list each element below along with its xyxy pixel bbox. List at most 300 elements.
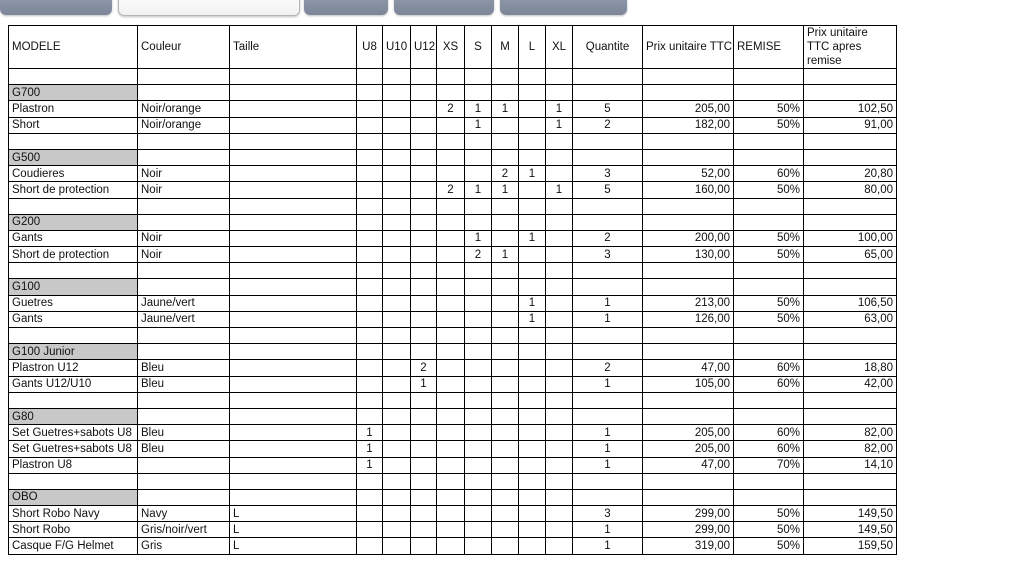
empty-cell[interactable] <box>573 133 643 149</box>
s-cell[interactable] <box>465 506 492 522</box>
empty-cell[interactable] <box>230 392 357 408</box>
empty-cell[interactable] <box>804 392 897 408</box>
empty-cell[interactable] <box>573 198 643 214</box>
empty-cell[interactable] <box>411 69 437 85</box>
xs-cell[interactable]: 2 <box>437 101 465 117</box>
empty-cell[interactable] <box>383 408 411 424</box>
empty-cell[interactable] <box>357 85 383 101</box>
prix-cell[interactable]: 160,00 <box>643 182 734 198</box>
header-cell[interactable]: U10 <box>383 26 411 69</box>
empty-cell[interactable] <box>804 198 897 214</box>
empty-cell[interactable] <box>734 489 804 505</box>
empty-cell[interactable] <box>492 69 519 85</box>
empty-cell[interactable] <box>138 263 230 279</box>
empty-cell[interactable] <box>573 69 643 85</box>
quantite-cell[interactable]: 1 <box>573 425 643 441</box>
remise-cell[interactable]: 50% <box>734 538 804 554</box>
empty-cell[interactable] <box>492 489 519 505</box>
m-cell[interactable] <box>492 425 519 441</box>
modele-cell[interactable]: Casque F/G Helmet <box>9 538 138 554</box>
u8-cell[interactable] <box>357 117 383 133</box>
u8-cell[interactable] <box>357 101 383 117</box>
remise-cell[interactable]: 60% <box>734 425 804 441</box>
prix-apres-remise-cell[interactable]: 65,00 <box>804 247 897 263</box>
s-cell[interactable] <box>465 311 492 327</box>
empty-cell[interactable] <box>643 69 734 85</box>
l-cell[interactable] <box>519 376 546 392</box>
xs-cell[interactable] <box>437 522 465 538</box>
l-cell[interactable] <box>519 457 546 473</box>
taille-cell[interactable] <box>230 425 357 441</box>
u12-cell[interactable] <box>411 425 437 441</box>
prix-cell[interactable]: 200,00 <box>643 230 734 246</box>
couleur-cell[interactable]: Noir <box>138 182 230 198</box>
empty-cell[interactable] <box>546 133 573 149</box>
empty-cell[interactable] <box>138 279 230 295</box>
couleur-cell[interactable]: Noir <box>138 247 230 263</box>
modele-cell[interactable]: Short <box>9 117 138 133</box>
prix-apres-remise-cell[interactable]: 14,10 <box>804 457 897 473</box>
empty-cell[interactable] <box>357 69 383 85</box>
empty-cell[interactable] <box>383 279 411 295</box>
empty-cell[interactable] <box>411 328 437 344</box>
empty-cell[interactable] <box>437 263 465 279</box>
l-cell[interactable] <box>519 441 546 457</box>
m-cell[interactable] <box>492 311 519 327</box>
empty-cell[interactable] <box>643 489 734 505</box>
l-cell[interactable]: 1 <box>519 230 546 246</box>
u10-cell[interactable] <box>383 295 411 311</box>
empty-cell[interactable] <box>643 85 734 101</box>
empty-cell[interactable] <box>383 85 411 101</box>
prix-cell[interactable]: 205,00 <box>643 101 734 117</box>
empty-cell[interactable] <box>734 198 804 214</box>
couleur-cell[interactable]: Gris/noir/vert <box>138 522 230 538</box>
prix-apres-remise-cell[interactable]: 18,80 <box>804 360 897 376</box>
empty-cell[interactable] <box>804 85 897 101</box>
xs-cell[interactable] <box>437 117 465 133</box>
u12-cell[interactable] <box>411 506 437 522</box>
prix-apres-remise-cell[interactable]: 82,00 <box>804 425 897 441</box>
couleur-cell[interactable]: Navy <box>138 506 230 522</box>
group-label-cell[interactable]: G100 Junior <box>9 344 138 360</box>
tab-textile[interactable] <box>394 0 494 15</box>
prix-cell[interactable]: 182,00 <box>643 117 734 133</box>
modele-cell[interactable]: Short de protection <box>9 182 138 198</box>
l-cell[interactable] <box>519 425 546 441</box>
u12-cell[interactable] <box>411 311 437 327</box>
empty-cell[interactable] <box>9 69 138 85</box>
couleur-cell[interactable]: Bleu <box>138 360 230 376</box>
quantite-cell[interactable]: 2 <box>573 117 643 133</box>
empty-cell[interactable] <box>357 392 383 408</box>
xl-cell[interactable] <box>546 376 573 392</box>
empty-cell[interactable] <box>734 263 804 279</box>
prix-apres-remise-cell[interactable]: 82,00 <box>804 441 897 457</box>
m-cell[interactable] <box>492 506 519 522</box>
header-cell[interactable]: Taille <box>230 26 357 69</box>
empty-cell[interactable] <box>519 214 546 230</box>
xl-cell[interactable]: 1 <box>546 117 573 133</box>
empty-cell[interactable] <box>437 214 465 230</box>
empty-cell[interactable] <box>357 473 383 489</box>
u12-cell[interactable] <box>411 295 437 311</box>
empty-cell[interactable] <box>411 149 437 165</box>
empty-cell[interactable] <box>804 133 897 149</box>
u8-cell[interactable] <box>357 522 383 538</box>
empty-cell[interactable] <box>734 69 804 85</box>
empty-cell[interactable] <box>411 214 437 230</box>
empty-cell[interactable] <box>465 69 492 85</box>
empty-cell[interactable] <box>9 328 138 344</box>
empty-cell[interactable] <box>546 69 573 85</box>
empty-cell[interactable] <box>734 473 804 489</box>
xl-cell[interactable] <box>546 360 573 376</box>
prix-apres-remise-cell[interactable]: 159,50 <box>804 538 897 554</box>
l-cell[interactable]: 1 <box>519 311 546 327</box>
taille-cell[interactable] <box>230 182 357 198</box>
empty-cell[interactable] <box>519 328 546 344</box>
empty-cell[interactable] <box>573 392 643 408</box>
empty-cell[interactable] <box>465 408 492 424</box>
u8-cell[interactable] <box>357 182 383 198</box>
s-cell[interactable] <box>465 166 492 182</box>
modele-cell[interactable]: Coudieres <box>9 166 138 182</box>
empty-cell[interactable] <box>383 489 411 505</box>
remise-cell[interactable]: 50% <box>734 230 804 246</box>
xs-cell[interactable] <box>437 311 465 327</box>
s-cell[interactable]: 1 <box>465 182 492 198</box>
u10-cell[interactable] <box>383 166 411 182</box>
quantite-cell[interactable]: 2 <box>573 230 643 246</box>
quantite-cell[interactable]: 1 <box>573 441 643 457</box>
modele-cell[interactable]: Plastron U8 <box>9 457 138 473</box>
modele-cell[interactable]: Short Robo Navy <box>9 506 138 522</box>
tab-gants[interactable] <box>304 0 388 15</box>
u12-cell[interactable] <box>411 117 437 133</box>
empty-cell[interactable] <box>734 328 804 344</box>
empty-cell[interactable] <box>383 198 411 214</box>
empty-cell[interactable] <box>411 198 437 214</box>
empty-cell[interactable] <box>734 392 804 408</box>
prix-cell[interactable]: 47,00 <box>643 457 734 473</box>
quantite-cell[interactable]: 5 <box>573 101 643 117</box>
modele-cell[interactable]: Set Guetres+sabots U8 <box>9 425 138 441</box>
empty-cell[interactable] <box>465 85 492 101</box>
modele-cell[interactable]: Gants U12/U10 <box>9 376 138 392</box>
empty-cell[interactable] <box>383 263 411 279</box>
empty-cell[interactable] <box>383 149 411 165</box>
u8-cell[interactable] <box>357 230 383 246</box>
taille-cell[interactable] <box>230 166 357 182</box>
empty-cell[interactable] <box>437 279 465 295</box>
group-label-cell[interactable]: OBO <box>9 489 138 505</box>
quantite-cell[interactable]: 1 <box>573 457 643 473</box>
empty-cell[interactable] <box>138 392 230 408</box>
empty-cell[interactable] <box>357 489 383 505</box>
empty-cell[interactable] <box>804 489 897 505</box>
group-label-cell[interactable]: G80 <box>9 408 138 424</box>
u10-cell[interactable] <box>383 311 411 327</box>
empty-cell[interactable] <box>437 198 465 214</box>
empty-cell[interactable] <box>230 214 357 230</box>
prix-apres-remise-cell[interactable]: 20,80 <box>804 166 897 182</box>
u12-cell[interactable]: 1 <box>411 376 437 392</box>
tab-equipement-ob[interactable] <box>118 0 300 16</box>
empty-cell[interactable] <box>643 149 734 165</box>
quantite-cell[interactable]: 3 <box>573 166 643 182</box>
quantite-cell[interactable]: 1 <box>573 311 643 327</box>
empty-cell[interactable] <box>643 279 734 295</box>
m-cell[interactable] <box>492 538 519 554</box>
remise-cell[interactable]: 50% <box>734 117 804 133</box>
u8-cell[interactable] <box>357 166 383 182</box>
empty-cell[interactable] <box>519 69 546 85</box>
m-cell[interactable] <box>492 295 519 311</box>
prix-apres-remise-cell[interactable]: 100,00 <box>804 230 897 246</box>
m-cell[interactable]: 2 <box>492 166 519 182</box>
remise-cell[interactable]: 50% <box>734 101 804 117</box>
s-cell[interactable] <box>465 538 492 554</box>
m-cell[interactable] <box>492 230 519 246</box>
empty-cell[interactable] <box>546 214 573 230</box>
u12-cell[interactable] <box>411 538 437 554</box>
taille-cell[interactable] <box>230 247 357 263</box>
empty-cell[interactable] <box>546 392 573 408</box>
modele-cell[interactable]: Plastron <box>9 101 138 117</box>
m-cell[interactable] <box>492 441 519 457</box>
u8-cell[interactable] <box>357 247 383 263</box>
empty-cell[interactable] <box>573 489 643 505</box>
empty-cell[interactable] <box>573 408 643 424</box>
empty-cell[interactable] <box>492 133 519 149</box>
s-cell[interactable]: 1 <box>465 117 492 133</box>
u8-cell[interactable]: 1 <box>357 425 383 441</box>
empty-cell[interactable] <box>643 344 734 360</box>
u10-cell[interactable] <box>383 506 411 522</box>
empty-cell[interactable] <box>383 473 411 489</box>
empty-cell[interactable] <box>643 263 734 279</box>
empty-cell[interactable] <box>643 473 734 489</box>
empty-cell[interactable] <box>519 489 546 505</box>
s-cell[interactable]: 2 <box>465 247 492 263</box>
empty-cell[interactable] <box>492 328 519 344</box>
empty-cell[interactable] <box>411 344 437 360</box>
couleur-cell[interactable]: Gris <box>138 538 230 554</box>
s-cell[interactable] <box>465 295 492 311</box>
empty-cell[interactable] <box>230 263 357 279</box>
m-cell[interactable]: 1 <box>492 101 519 117</box>
l-cell[interactable] <box>519 522 546 538</box>
s-cell[interactable] <box>465 360 492 376</box>
empty-cell[interactable] <box>411 392 437 408</box>
empty-cell[interactable] <box>804 279 897 295</box>
empty-cell[interactable] <box>573 328 643 344</box>
empty-cell[interactable] <box>383 344 411 360</box>
empty-cell[interactable] <box>465 149 492 165</box>
header-cell[interactable]: XL <box>546 26 573 69</box>
empty-cell[interactable] <box>546 149 573 165</box>
empty-cell[interactable] <box>643 198 734 214</box>
l-cell[interactable] <box>519 101 546 117</box>
u8-cell[interactable] <box>357 538 383 554</box>
empty-cell[interactable] <box>734 149 804 165</box>
couleur-cell[interactable]: Bleu <box>138 441 230 457</box>
remise-cell[interactable]: 50% <box>734 311 804 327</box>
u8-cell[interactable]: 1 <box>357 441 383 457</box>
empty-cell[interactable] <box>546 473 573 489</box>
xl-cell[interactable] <box>546 522 573 538</box>
empty-cell[interactable] <box>465 473 492 489</box>
empty-cell[interactable] <box>465 133 492 149</box>
remise-cell[interactable]: 50% <box>734 295 804 311</box>
m-cell[interactable] <box>492 360 519 376</box>
header-cell[interactable]: MODELE <box>9 26 138 69</box>
empty-cell[interactable] <box>230 133 357 149</box>
remise-cell[interactable]: 60% <box>734 360 804 376</box>
taille-cell[interactable] <box>230 117 357 133</box>
empty-cell[interactable] <box>9 473 138 489</box>
modele-cell[interactable]: Set Guetres+sabots U8 <box>9 441 138 457</box>
couleur-cell[interactable]: Noir <box>138 230 230 246</box>
empty-cell[interactable] <box>519 392 546 408</box>
empty-cell[interactable] <box>230 69 357 85</box>
couleur-cell[interactable]: Noir/orange <box>138 117 230 133</box>
empty-cell[interactable] <box>492 408 519 424</box>
remise-cell[interactable]: 50% <box>734 522 804 538</box>
u10-cell[interactable] <box>383 425 411 441</box>
group-label-cell[interactable]: G500 <box>9 149 138 165</box>
empty-cell[interactable] <box>411 473 437 489</box>
l-cell[interactable] <box>519 538 546 554</box>
modele-cell[interactable]: Short de protection <box>9 247 138 263</box>
s-cell[interactable] <box>465 425 492 441</box>
prix-cell[interactable]: 126,00 <box>643 311 734 327</box>
taille-cell[interactable] <box>230 295 357 311</box>
remise-cell[interactable]: 60% <box>734 441 804 457</box>
quantite-cell[interactable]: 1 <box>573 522 643 538</box>
m-cell[interactable] <box>492 457 519 473</box>
empty-cell[interactable] <box>357 328 383 344</box>
xl-cell[interactable] <box>546 425 573 441</box>
empty-cell[interactable] <box>138 408 230 424</box>
empty-cell[interactable] <box>411 279 437 295</box>
header-cell[interactable]: Quantite <box>573 26 643 69</box>
u8-cell[interactable] <box>357 360 383 376</box>
empty-cell[interactable] <box>546 408 573 424</box>
empty-cell[interactable] <box>9 263 138 279</box>
empty-cell[interactable] <box>138 198 230 214</box>
quantite-cell[interactable]: 2 <box>573 360 643 376</box>
empty-cell[interactable] <box>383 214 411 230</box>
l-cell[interactable] <box>519 360 546 376</box>
xs-cell[interactable] <box>437 425 465 441</box>
empty-cell[interactable] <box>465 489 492 505</box>
m-cell[interactable] <box>492 376 519 392</box>
xs-cell[interactable] <box>437 230 465 246</box>
u10-cell[interactable] <box>383 376 411 392</box>
s-cell[interactable] <box>465 522 492 538</box>
u10-cell[interactable] <box>383 360 411 376</box>
prix-apres-remise-cell[interactable]: 149,50 <box>804 522 897 538</box>
tab-crosses[interactable] <box>0 0 112 15</box>
header-cell[interactable]: L <box>519 26 546 69</box>
empty-cell[interactable] <box>230 344 357 360</box>
taille-cell[interactable] <box>230 230 357 246</box>
header-cell[interactable]: XS <box>437 26 465 69</box>
empty-cell[interactable] <box>138 149 230 165</box>
prix-apres-remise-cell[interactable]: 91,00 <box>804 117 897 133</box>
couleur-cell[interactable]: Bleu <box>138 376 230 392</box>
remise-cell[interactable]: 60% <box>734 376 804 392</box>
l-cell[interactable] <box>519 117 546 133</box>
empty-cell[interactable] <box>804 263 897 279</box>
empty-cell[interactable] <box>465 198 492 214</box>
empty-cell[interactable] <box>804 473 897 489</box>
empty-cell[interactable] <box>804 328 897 344</box>
prix-apres-remise-cell[interactable]: 102,50 <box>804 101 897 117</box>
taille-cell[interactable]: L <box>230 538 357 554</box>
quantite-cell[interactable]: 1 <box>573 376 643 392</box>
empty-cell[interactable] <box>230 473 357 489</box>
empty-cell[interactable] <box>437 69 465 85</box>
empty-cell[interactable] <box>138 214 230 230</box>
m-cell[interactable] <box>492 117 519 133</box>
empty-cell[interactable] <box>492 473 519 489</box>
s-cell[interactable] <box>465 441 492 457</box>
xl-cell[interactable] <box>546 247 573 263</box>
quantite-cell[interactable]: 5 <box>573 182 643 198</box>
quantite-cell[interactable]: 1 <box>573 538 643 554</box>
quantite-cell[interactable]: 3 <box>573 506 643 522</box>
prix-cell[interactable]: 299,00 <box>643 522 734 538</box>
empty-cell[interactable] <box>546 85 573 101</box>
u12-cell[interactable] <box>411 457 437 473</box>
u12-cell[interactable] <box>411 230 437 246</box>
empty-cell[interactable] <box>519 473 546 489</box>
s-cell[interactable] <box>465 457 492 473</box>
empty-cell[interactable] <box>437 489 465 505</box>
empty-cell[interactable] <box>230 489 357 505</box>
tab-maillot-ob[interactable] <box>500 0 627 15</box>
empty-cell[interactable] <box>519 133 546 149</box>
empty-cell[interactable] <box>546 263 573 279</box>
empty-cell[interactable] <box>465 392 492 408</box>
u12-cell[interactable] <box>411 182 437 198</box>
u10-cell[interactable] <box>383 457 411 473</box>
empty-cell[interactable] <box>519 198 546 214</box>
xs-cell[interactable] <box>437 441 465 457</box>
empty-cell[interactable] <box>546 489 573 505</box>
xl-cell[interactable] <box>546 457 573 473</box>
xs-cell[interactable] <box>437 166 465 182</box>
header-cell[interactable]: REMISE <box>734 26 804 69</box>
prix-cell[interactable]: 52,00 <box>643 166 734 182</box>
empty-cell[interactable] <box>9 392 138 408</box>
empty-cell[interactable] <box>492 279 519 295</box>
empty-cell[interactable] <box>804 344 897 360</box>
prix-cell[interactable]: 319,00 <box>643 538 734 554</box>
empty-cell[interactable] <box>138 344 230 360</box>
xl-cell[interactable] <box>546 441 573 457</box>
group-label-cell[interactable]: G100 <box>9 279 138 295</box>
empty-cell[interactable] <box>230 279 357 295</box>
empty-cell[interactable] <box>519 344 546 360</box>
empty-cell[interactable] <box>437 392 465 408</box>
taille-cell[interactable]: L <box>230 522 357 538</box>
couleur-cell[interactable]: Bleu <box>138 425 230 441</box>
empty-cell[interactable] <box>383 328 411 344</box>
